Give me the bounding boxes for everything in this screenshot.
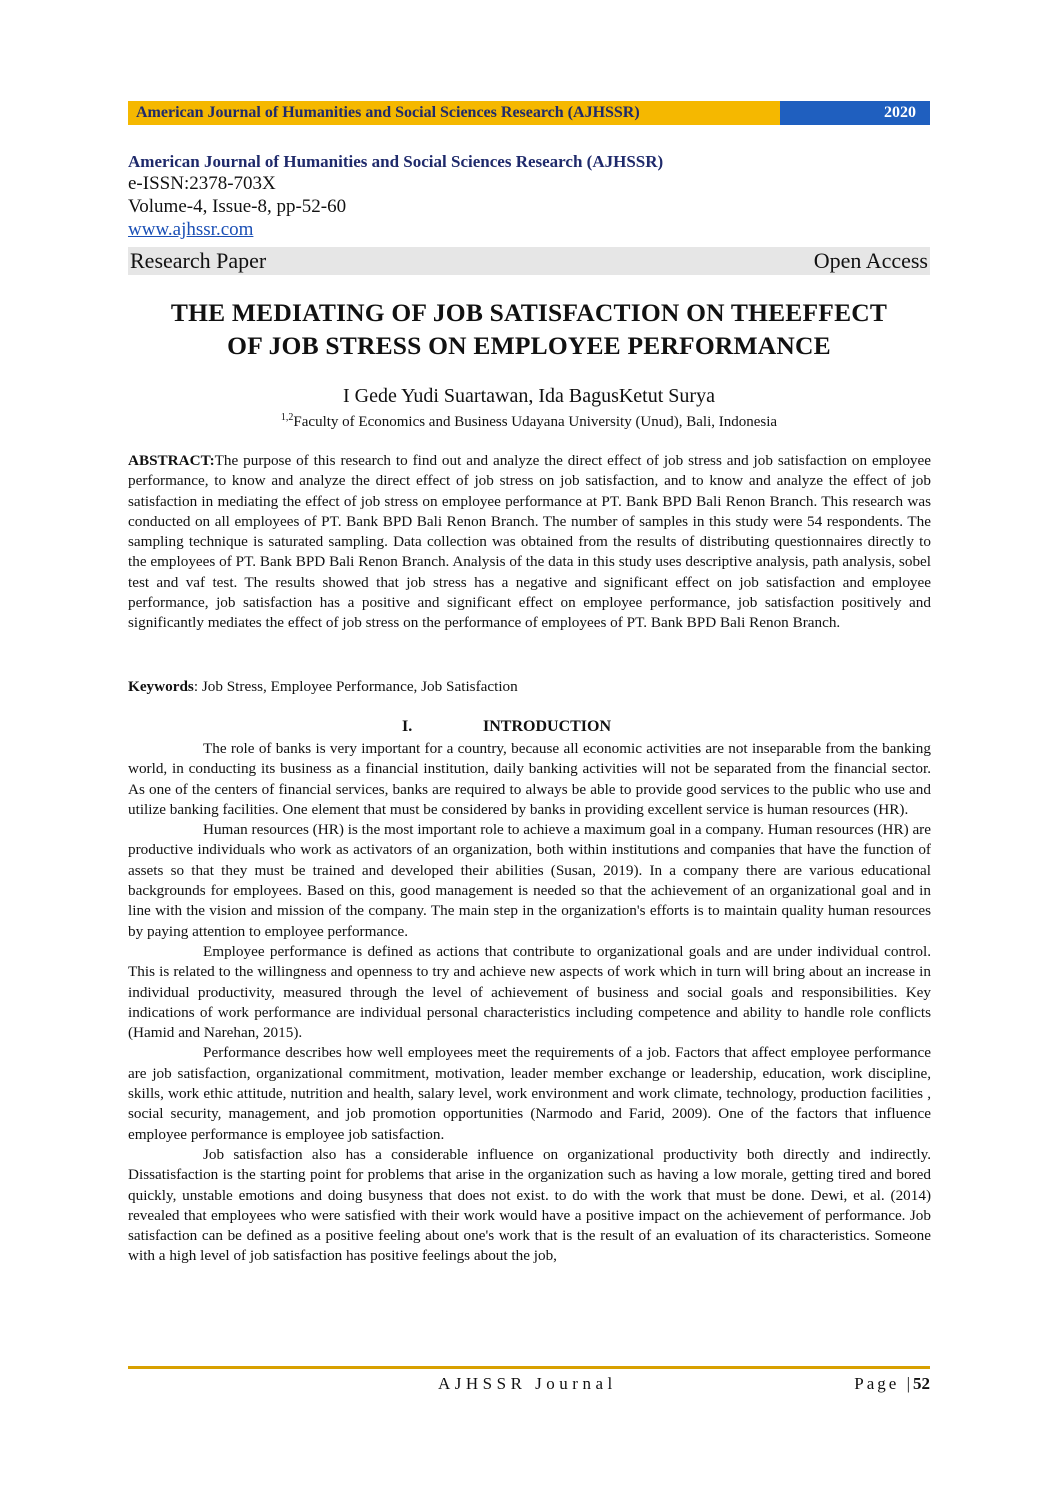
section-title: INTRODUCTION (483, 718, 612, 735)
journal-info (128, 151, 930, 241)
paper-title (128, 296, 930, 362)
footer-journal: AJHSSR Journal (438, 1374, 617, 1393)
keywords-text: : Job Stress, Employee Performance, Job Satisfaction (193, 678, 518, 695)
intro-paragraph: The role of banks is very important for a country, because all economic activities are not inseparable from the banking world, in conducting its business as a financial institution, daily banking activities will not be separated from the financial sector. As one of the centers of financial services, banks are required to always be able to provide good services to the public who use and utilize banking facilities. One element that must be considered by banks in providing excellent service is human resources (HR). (128, 740, 931, 818)
open-access-label: Open Access (813, 248, 928, 273)
journal-header-title: American Journal of Humanities and Social Sciences Research (AJHSSR) (128, 101, 780, 125)
keywords-label: Keywords (128, 678, 194, 695)
intro-paragraph: Job satisfaction also has a considerable influence on organizational productivity both directly and indirectly. Dissatisfaction is the starting point for problems that arise in the organization such as having a low morale, getting tired and bored quickly, unstable emotions and doing busyness that does not exist. to do with the work that must be done. Dewi, et al. (2014) revealed that employees who were satisfied with their work would have a positive impact on the achievement of performance. Job satisfaction can be defined as a positive feeling about one's work that is the result of an evaluation of its characteristics. Someone with a high level of job satisfaction has positive feelings about the job, (128, 1145, 931, 1265)
abstract-text: The purpose of this research to find out and analyze the direct effect of job stress and job satisfaction on employee performance, to know and analyze the direct effect of job stress on job satisfaction, and to know and analyze the effect of job satisfaction in mediating the effect of job stress on employee performance at PT. Bank BPD Bali Renon Branch. This research was conducted on all employees of PT. Bank BPD Bali Renon Branch. The number of samples in this study were 54 respondents. The sampling technique is saturated sampling. Data collection was obtained from the results of distributing questionnaires directly to the employees of PT. Bank BPD Bali Renon Branch. Analysis of the data in this study uses descriptive analysis, path analysis, sobel test and vaf test. The results showed that job stress has a negative and significant effect on job satisfaction and employee performance, job satisfaction has a positive and significant effect on employee performance, job satisfaction positively and significantly mediates the effect of job stress on the performance of employees of PT. Bank BPD Bali Renon Branch. (128, 452, 931, 632)
paper-affiliation (128, 408, 930, 432)
paper-type-label: Research Paper (130, 248, 267, 273)
footer-page-label: Page | (854, 1374, 913, 1393)
journal-issn: e-ISSN:2378-703X (128, 173, 276, 194)
journal-website-link[interactable]: www.ajhssr.com (128, 219, 254, 240)
keywords (128, 677, 931, 697)
affiliation-text: Faculty of Economics and Business Udayana University (Unud), Bali, Indonesia (293, 414, 778, 430)
paper-title-line-2: OF JOB STRESS ON EMPLOYEE PERFORMANCE (227, 331, 831, 360)
journal-header-year: 2020 (780, 101, 930, 125)
intro-paragraph: Performance describes how well employees meet the requirements of a job. Factors that affect employee performance are job satisfaction, organizational commitment, motivation, leader member exchange or leadership, education, work discipline, skills, work ethic attitude, nutrition and health, salary level, work environment and work climate, technology, production facilities , social security, management, and job promotion opportunities (Narmodo and Farid, 2009). One of the factors that influence employee performance is employee job satisfaction. (128, 1044, 931, 1143)
footer-page (854, 1373, 930, 1395)
abstract (128, 451, 931, 634)
paper-type-band (128, 247, 930, 275)
intro-paragraph: Employee performance is defined as actions that contribute to organizational goals and are under individual control. This is related to the willingness and openness to try and achieve new aspects of work which in turn will bring about an increase in individual productivity, measured through the level of achievement of business and social goals and responsibilities. Key indications of work performance are individual personal characteristics including competence and ability to handle role conflicts (Hamid and Narehan, 2015). (128, 942, 931, 1042)
intro-paragraph: Human resources (HR) is the most important role to achieve a maximum goal in a company. Human resources (HR) are productive individuals who work as activators of an organization, both within institutions and companies that have the function of assets so that they must be trained and developed their abilities (Susan, 2019). In a company there are various educational backgrounds for employees. Based on this, good management is needed so that the achievement of an organizational goal and in line with the vision and mission of the company. The main step in the organization's efforts is to maintain quality human resources by paying attention to employee performance. (128, 821, 931, 940)
journal-title: American Journal of Humanities and Social Sciences Research (AJHSSR) (128, 152, 664, 171)
abstract-label: ABSTRACT: (128, 452, 215, 469)
paper-authors: I Gede Yudi Suartawan, Ida BagusKetut Surya (343, 385, 715, 407)
paper-title-line-1: THE MEDIATING OF JOB SATISFACTION ON THEEFFECT (170, 298, 888, 327)
affiliation-superscript: 1,2 (280, 412, 294, 423)
journal-header-band (128, 101, 930, 125)
journal-volume: Volume-4, Issue-8, pp-52-60 (128, 196, 347, 217)
introduction-body (128, 739, 931, 1267)
section-number: I. (402, 718, 413, 735)
footer-page-number: 52 (913, 1374, 930, 1393)
footer-divider (128, 1366, 930, 1369)
